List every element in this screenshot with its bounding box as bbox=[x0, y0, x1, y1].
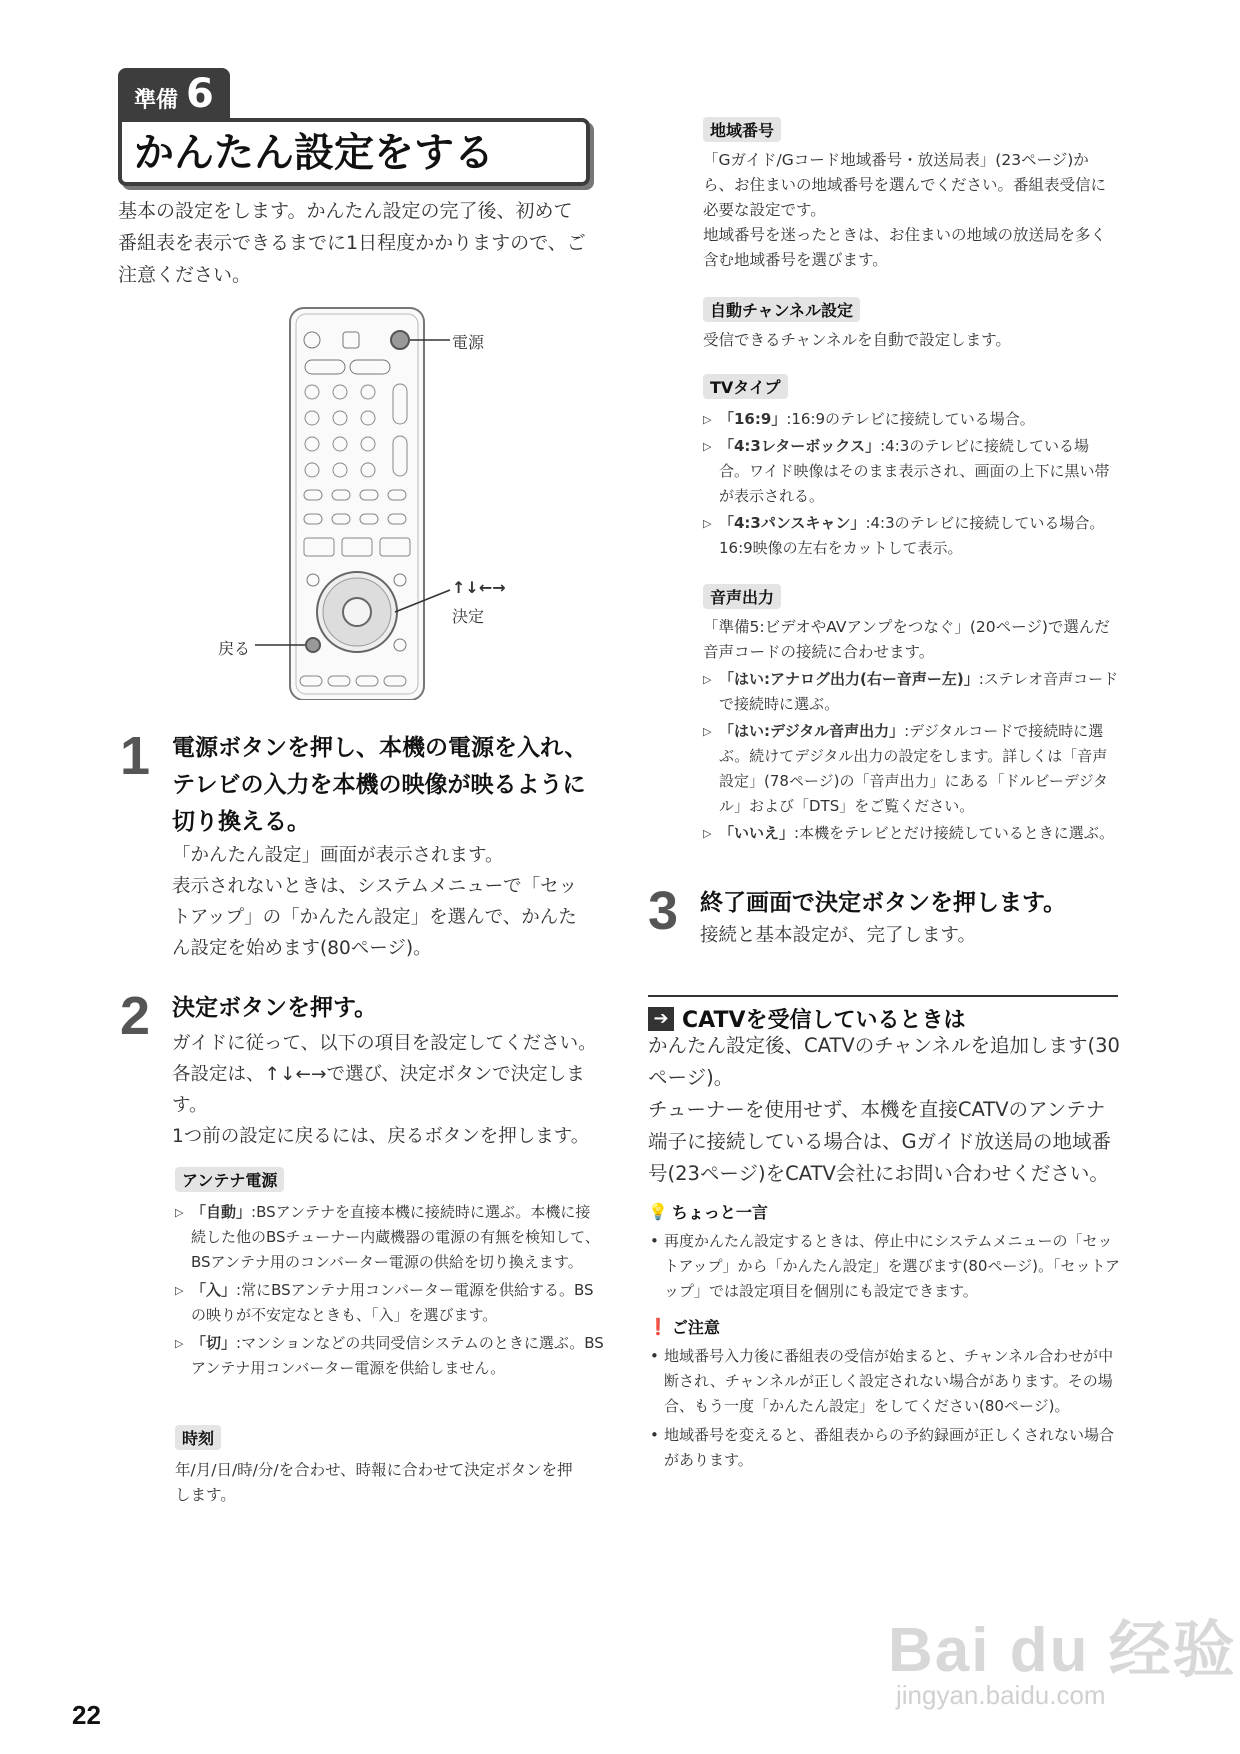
tip-item: • 再度かんたん設定するときは、停止中にシステムメニューの「セットアップ」から「かんたん設定」を選びます(80ページ)。「セットアップ」では設定項目を個別にも設定できます。 bbox=[648, 1229, 1123, 1304]
section-tab bbox=[118, 68, 230, 120]
triangle-icon: ▷ bbox=[175, 1206, 184, 1219]
caution-heading bbox=[648, 1315, 1123, 1338]
step-2-number: 2 bbox=[120, 986, 151, 1046]
clock-text: 年/月/日/時/分/を合わせ、時報に合わせて決定ボタンを押します。 bbox=[175, 1461, 573, 1504]
step-2-heading: 決定ボタンを押す。 bbox=[172, 995, 378, 1021]
step-1-body-note: 表示されないときは、システムメニューで「セットアップ」の「かんたん設定」を選んで、かんたん設定を始めます(80ページ)。 bbox=[172, 876, 578, 959]
triangle-icon: ▷ bbox=[175, 1337, 184, 1350]
tv-type-option: ▷ 「4:3レターボックス」:4:3のテレビに接続している場合。ワイド映像はそのまま表示され、画面の上下に黒い帯が表示される。 bbox=[703, 434, 1118, 509]
warning-icon: ❗ bbox=[648, 1317, 668, 1336]
step-2-body-line1: ガイドに従って、以下の項目を設定してください。 bbox=[172, 1033, 597, 1054]
region-label: 地域番号 bbox=[703, 117, 781, 142]
region-section bbox=[703, 117, 1118, 273]
prep-label: 準備 bbox=[134, 88, 179, 113]
auto-channel-section bbox=[703, 297, 1118, 353]
antenna-section bbox=[175, 1167, 605, 1381]
auto-channel-label: 自動チャンネル設定 bbox=[703, 297, 860, 322]
step-3-body: 接続と基本設定が、完了します。 bbox=[700, 925, 977, 946]
antenna-option: ▷ 「切」:マンションなどの共同受信システムのときに選ぶ。BSアンテナ用コンバーター電源を供給しません。 bbox=[175, 1331, 605, 1381]
tip-section bbox=[648, 1200, 1123, 1304]
audio-section bbox=[703, 584, 1121, 846]
remote-control-illustration bbox=[210, 300, 540, 700]
arrows-callout: ↑↓←→ bbox=[452, 578, 506, 597]
triangle-icon: ▷ bbox=[703, 413, 712, 426]
audio-label: 音声出力 bbox=[703, 584, 781, 609]
prep-number: 6 bbox=[186, 71, 214, 117]
tip-title: ちょっと一言 bbox=[671, 1203, 768, 1222]
page-title: かんたん設定をする bbox=[118, 118, 590, 186]
tv-type-option: ▷ 「16:9」:16:9のテレビに接続している場合。 bbox=[703, 407, 1118, 432]
caution-section bbox=[648, 1315, 1123, 1473]
step-3-heading: 終了画面で決定ボタンを押します。 bbox=[700, 890, 1067, 916]
triangle-icon: ▷ bbox=[703, 440, 712, 453]
step-2-body-line2: 各設定は、↑↓←→で選び、決定ボタンで決定します。 bbox=[172, 1064, 585, 1116]
intro-text: 基本の設定をします。かんたん設定の完了後、初めて番組表を表示できるまでに1日程度かかりますので、ご注意ください。 bbox=[118, 200, 586, 286]
caution-item: • 地域番号入力後に番組表の受信が始まると、チャンネル合わせが中断され、チャンネルが正しく設定されない場合があります。その場合、もう一度「かんたん設定」をしてください(80ページ)。 bbox=[648, 1344, 1123, 1419]
step-1-body-line: 「かんたん設定」画面が表示されます。 bbox=[172, 845, 504, 866]
antenna-option: ▷ 「入」:常にBSアンテナ用コンバーター電源を供給する。BSの映りが不安定なときも、「入」を選びます。 bbox=[175, 1278, 605, 1328]
antenna-option: ▷ 「自動」:BSアンテナを直接本機に接続時に選ぶ。本機に接続した他のBSチューナー内蔵機器の電源の有無を検知して、BSアンテナ用のコンバーター電源の供給を切り換えます。 bbox=[175, 1200, 605, 1275]
catv-text-1: かんたん設定後、CATVのチャンネルを追加します(30ページ)。 bbox=[648, 1034, 1120, 1089]
audio-option: ▷ 「はい:デジタル音声出力」:デジタルコードで接続時に選ぶ。続けてデジタル出力の設定をします。詳しくは「音声設定」(78ページ)の「音声出力」にある「ドルビーデジタル」および「DTS」をご覧ください。 bbox=[703, 719, 1121, 819]
back-callout: 戻る bbox=[218, 639, 251, 658]
catv-body bbox=[648, 1030, 1123, 1190]
enter-callout: 決定 bbox=[452, 607, 485, 626]
step-2-body-line3: 1つ前の設定に戻るには、戻るボタンを押します。 bbox=[172, 1126, 590, 1147]
power-callout: 電源 bbox=[452, 333, 485, 352]
triangle-icon: ▷ bbox=[703, 725, 712, 738]
step-2-body bbox=[172, 1028, 612, 1152]
tv-type-label: TVタイプ bbox=[703, 374, 788, 399]
step-1-number: 1 bbox=[120, 726, 151, 786]
step-3-number: 3 bbox=[648, 881, 679, 941]
triangle-icon: ▷ bbox=[703, 673, 712, 686]
region-hint: 地域番号を迷ったときは、お住まいの地域の放送局を多く含む地域番号を選びます。 bbox=[703, 226, 1107, 269]
clock-section bbox=[175, 1425, 585, 1508]
arrow-right-icon: ➔ bbox=[648, 1007, 674, 1031]
lightbulb-icon: 💡 bbox=[648, 1202, 668, 1221]
watermark-url: jingyan.baidu.com bbox=[896, 1680, 1106, 1710]
audio-option: ▷ 「はい:アナログ出力(右ー音声ー左)」:ステレオ音声コードで接続時に選ぶ。 bbox=[703, 667, 1121, 717]
triangle-icon: ▷ bbox=[703, 827, 712, 840]
triangle-icon: ▷ bbox=[175, 1284, 184, 1297]
tv-type-section bbox=[703, 374, 1118, 561]
tip-heading bbox=[648, 1200, 1123, 1223]
catv-title: CATVを受信しているときは bbox=[682, 1008, 966, 1033]
tv-type-option: ▷ 「4:3パンスキャン」:4:3のテレビに接続している場合。16:9映像の左右をカットして表示。 bbox=[703, 511, 1118, 561]
catv-text-2: チューナーを使用せず、本機を直接CATVのアンテナ端子に接続している場合は、Gガイド放送局の地域番号(23ページ)をCATV会社にお問い合わせください。 bbox=[648, 1098, 1112, 1185]
region-text: 「Gガイド/Gコード地域番号・放送局表」(23ページ)から、お住まいの地域番号を選んでください。番組表受信に必要な設定です。 bbox=[703, 151, 1107, 219]
audio-option: ▷ 「いいえ」:本機をテレビとだけ接続しているときに選ぶ。 bbox=[703, 821, 1121, 846]
catv-heading bbox=[648, 995, 1118, 1034]
caution-title: ご注意 bbox=[671, 1318, 720, 1337]
audio-text: 「準備5:ビデオやAVアンプをつなぐ」(20ページ)で選んだ音声コードの接続に合わせます。 bbox=[703, 618, 1110, 661]
step-1-heading: 電源ボタンを押し、本機の電源を入れ、テレビの入力を本機の映像が映るように切り換える。 bbox=[172, 735, 588, 835]
triangle-icon: ▷ bbox=[703, 517, 712, 530]
auto-channel-text: 受信できるチャンネルを自動で設定します。 bbox=[703, 331, 1011, 349]
antenna-label: アンテナ電源 bbox=[175, 1167, 284, 1192]
step-1-body bbox=[172, 840, 592, 964]
watermark-brand: Bai du 经验 bbox=[888, 1616, 1237, 1685]
page-number: 22 bbox=[72, 1700, 101, 1730]
clock-label: 時刻 bbox=[175, 1425, 221, 1450]
caution-item: • 地域番号を変えると、番組表からの予約録画が正しくされない場合があります。 bbox=[648, 1423, 1123, 1473]
